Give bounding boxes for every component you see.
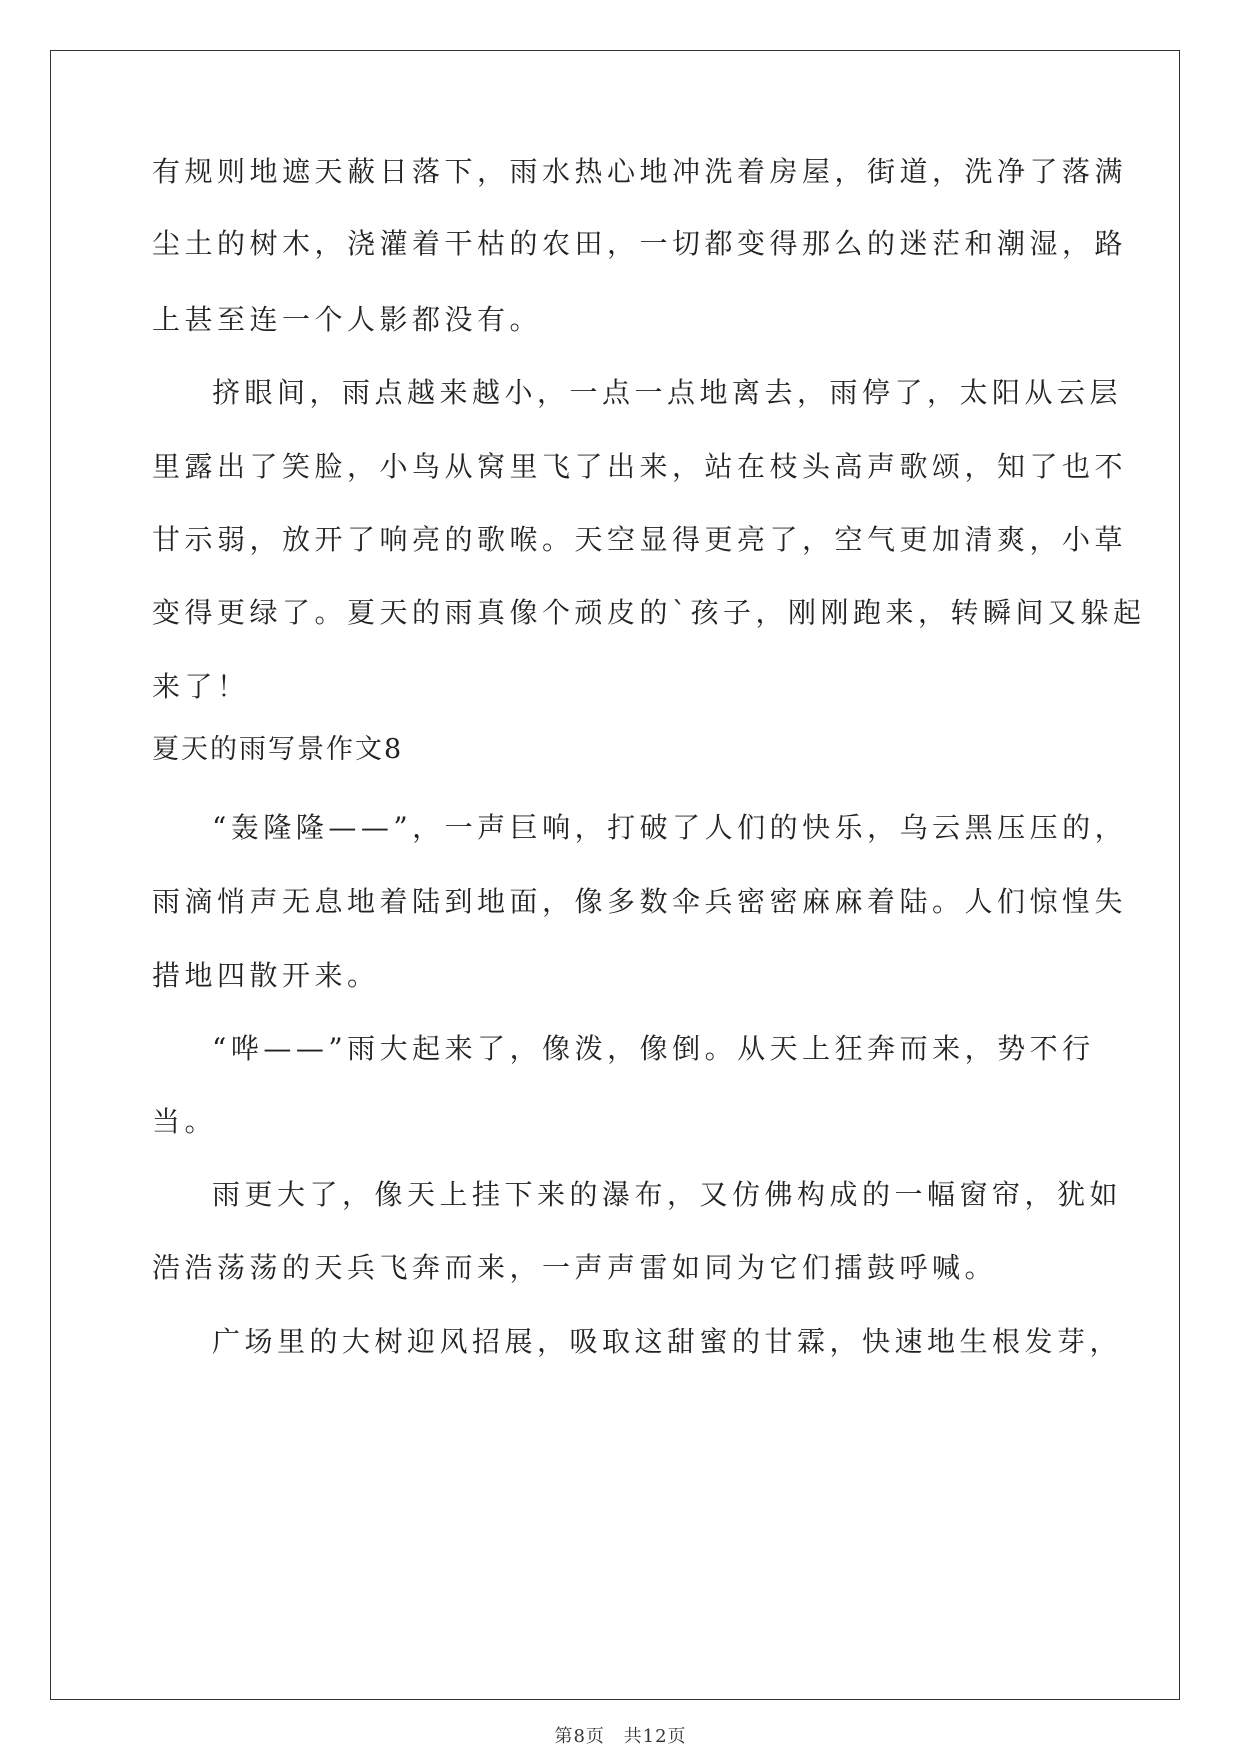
- section-heading: 夏天的雨写景作文8: [152, 734, 404, 765]
- body-text-line: 上甚至连一个人影都没有。: [152, 303, 543, 336]
- body-text-line: 雨更大了，像天上挂下来的瀑布，又仿佛构成的一幅窗帘，犹如: [212, 1178, 1123, 1211]
- page-border: [50, 50, 1180, 1700]
- body-text-line: 挤眼间，雨点越来越小，一点一点地离去，雨停了，太阳从云层: [212, 376, 1123, 409]
- body-text-line: 雨滴悄声无息地着陆到地面，像多数伞兵密密麻麻着陆。人们惊惶失: [152, 885, 1128, 918]
- body-text-line: 措地四散开来。: [152, 959, 380, 992]
- page-number: 第8页: [554, 1726, 605, 1747]
- body-text-line: 当。: [152, 1105, 218, 1138]
- page-footer: [0, 1722, 1241, 1748]
- body-text-line: 变得更绿了。夏天的雨真像个顽皮的`孩子，刚刚跑来，转瞬间又躲起: [152, 596, 1146, 629]
- body-text-line: “轰隆隆——”，一声巨响，打破了人们的快乐，乌云黑压压的，: [212, 811, 1128, 844]
- body-text-line: “哗——”雨大起来了，像泼，像倒。从天上狂奔而来，势不行: [212, 1032, 1095, 1065]
- body-text-line: 里露出了笑脸，小鸟从窝里飞了出来，站在枝头高声歌颂，知了也不: [152, 450, 1128, 483]
- body-text-line: 甘示弱，放开了响亮的歌喉。天空显得更亮了，空气更加清爽，小草: [152, 523, 1128, 556]
- body-text-line: 来了！: [152, 670, 250, 703]
- body-text-line: 广场里的大树迎风招展，吸取这甜蜜的甘霖，快速地生根发芽，: [212, 1325, 1123, 1358]
- body-text-line: 有规则地遮天蔽日落下，雨水热心地冲洗着房屋，街道，洗净了落满: [152, 155, 1128, 188]
- body-text-line: 尘土的树木，浇灌着干枯的农田，一切都变得那么的迷茫和潮湿，路: [152, 227, 1128, 260]
- page-total: 共12页: [623, 1726, 687, 1747]
- body-text-line: 浩浩荡荡的天兵飞奔而来，一声声雷如同为它们擂鼓呼喊。: [152, 1251, 998, 1284]
